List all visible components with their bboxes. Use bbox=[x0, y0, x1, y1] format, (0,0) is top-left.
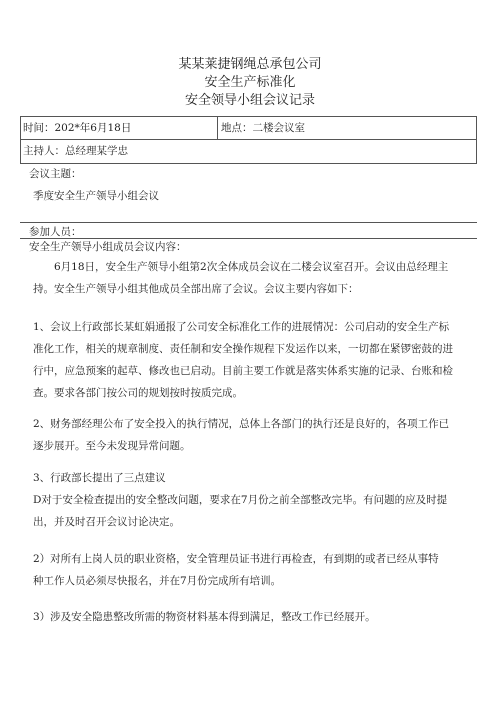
item-3-2-line-1: 2）对所有上岗人员的职业资格，安全管理员证书进行再检查，有到期的或者已经从事特 bbox=[33, 553, 439, 565]
item-1-paragraph: 1、会议上行政部长某虹娟通报了公司安全标准化工作的进展情况：公司启动的安全生产标准化工作，相关的规章制度、责任制和安全操作规程下发运作以来，一切都在紧锣密鼓的进行中，应急预案的起草、修改也已启动。目前主要工作就是落实体系实施的记录、台账和检查。要求各部门按公司的规划按时按质完成。 bbox=[33, 321, 453, 399]
meeting-place: 地点：二楼会议室 bbox=[221, 122, 305, 134]
item-3-1-paragraph: D对于安全检查提出的安全整改问题，要求在7月份之前全部整改完毕。有问题的应及时提出，并及时召开会议讨论决定。 bbox=[33, 494, 448, 528]
section-divider bbox=[20, 222, 477, 223]
meeting-topic: 季度安全生产领导小组会议 bbox=[33, 190, 159, 202]
item-3-title: 3、行政部长提出了三点建议 bbox=[33, 472, 166, 484]
content-label: 安全生产领导小组成员会议内容： bbox=[29, 241, 187, 253]
table-divider bbox=[217, 117, 218, 139]
time-place-row bbox=[20, 116, 477, 140]
topic-label: 会议主题： bbox=[29, 168, 82, 180]
record-title: 安全领导小组会议记录 bbox=[184, 93, 315, 108]
intro-paragraph: 6月18日，安全生产领导小组第2次全体成员会议在二楼会议室召开。会议由总经理主持。安全生产领导小组其他成员全部出席了会议。会议主要内容如下： bbox=[33, 261, 449, 295]
meeting-time: 时间：202*年6月18日 bbox=[23, 122, 132, 134]
item-2-paragraph: 2、财务部经理公布了安全投入的执行情况，总体上各部门的执行还是良好的，各项工作已逐步展开。至今未发现异常问题。 bbox=[33, 418, 450, 452]
attendees-label: 参加人员： bbox=[29, 226, 82, 238]
item-3-3-paragraph: 3）涉及安全隐患整改所需的物资材料基本得到满足，整改工作已经展开。 bbox=[33, 611, 376, 623]
section-divider-2 bbox=[20, 238, 477, 239]
host-row bbox=[20, 139, 477, 164]
document-subtitle: 安全生产标准化 bbox=[204, 75, 296, 90]
meeting-host: 主持人：总经理某学忠 bbox=[23, 145, 128, 157]
company-name: 某某莱捷钢绳总承包公司 bbox=[178, 57, 322, 72]
item-3-2-line-2: 种工作人员必须尽快报名，并在7月份完成所有培训。 bbox=[33, 575, 282, 587]
